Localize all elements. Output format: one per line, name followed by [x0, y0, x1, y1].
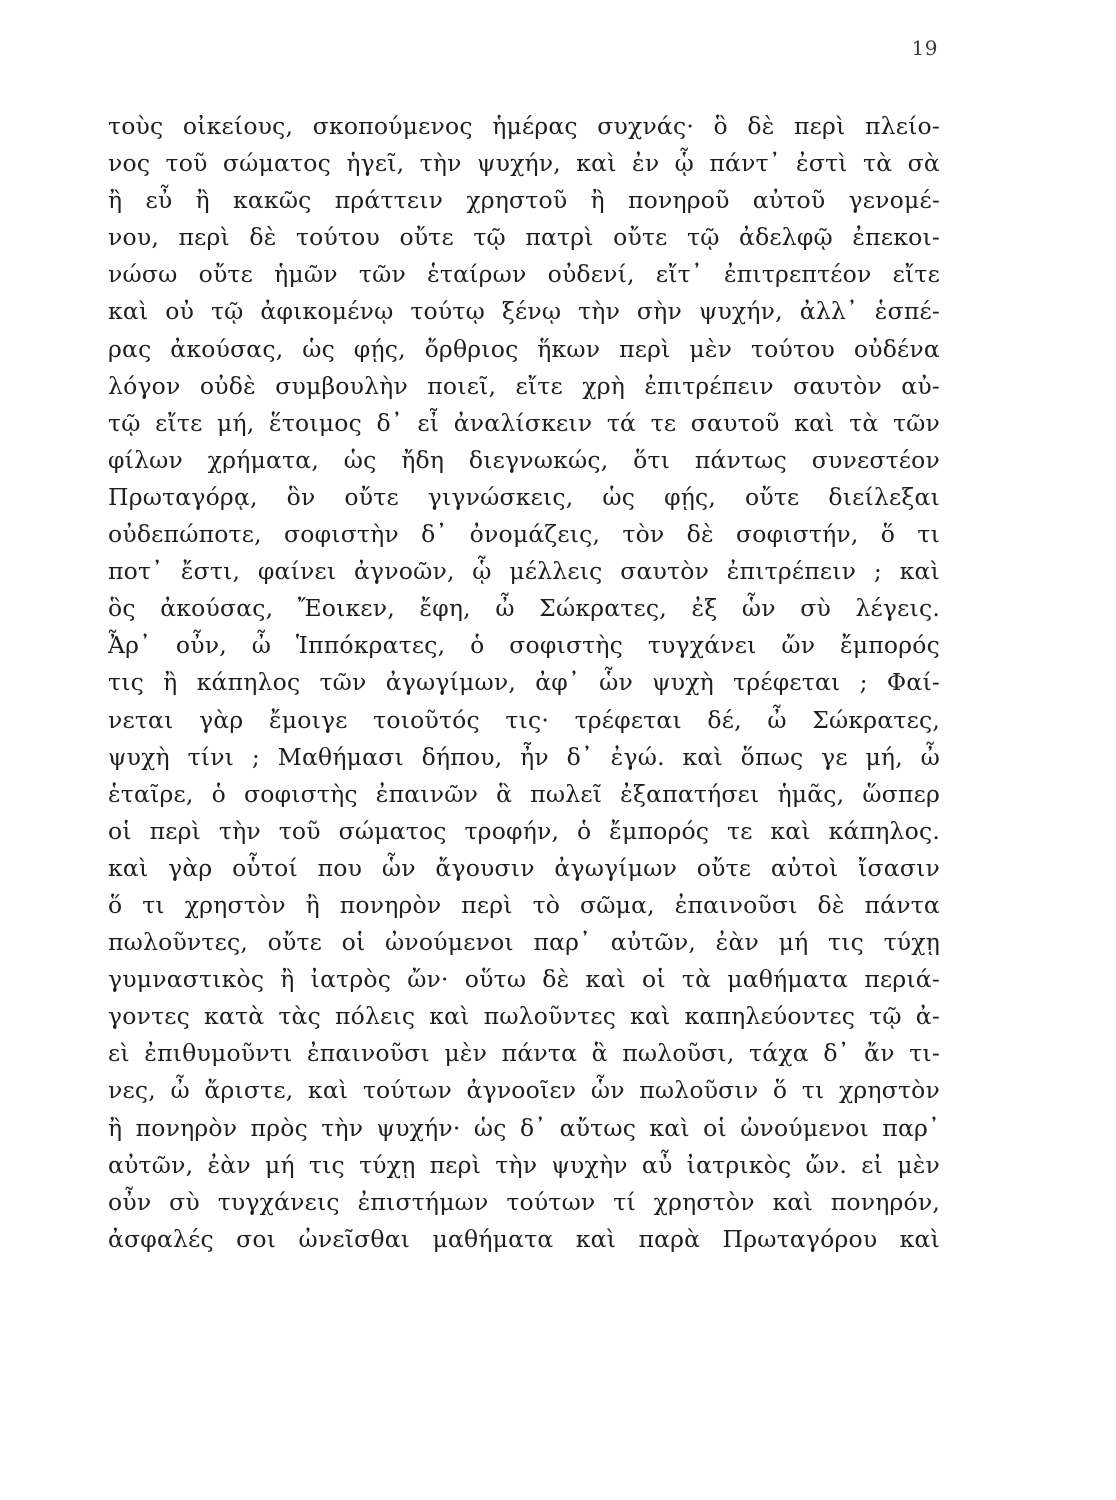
text-line: ψυχὴ τίνι ; Μαθήμασι δήπου, ἦν δ᾽ ἐγώ. καὶ ὅπως γε μή, ὦ — [108, 742, 940, 771]
text-line: ἑταῖρε, ὁ σοφιστὴς ἐπαινῶν ἃ πωλεῖ ἐξαπατήσει ἡμᾶς, ὥσπερ — [108, 779, 940, 808]
text-line — [108, 1258, 940, 1295]
text-line: φίλων χρήματα, ὡς ἤδη διεγνωκώς, ὅτι πάντως συνεστέον — [108, 445, 940, 474]
text-line: νες, ὦ ἄριστε, καὶ τούτων ἀγνοοῖεν ὧν πωλοῦσιν ὅ τι χρηστὸν — [108, 1076, 940, 1105]
text-line: νος τοῦ σώματος ἡγεῖ, τὴν ψυχήν, καὶ ἐν ᾧ πάντ᾽ ἐστὶ τὰ σὰ — [108, 149, 940, 178]
page-number: 19 — [911, 36, 938, 60]
body-text — [108, 108, 940, 1295]
text-line: ἢ εὖ ἢ κακῶς πράττειν χρηστοῦ ἢ πονηροῦ αὐτοῦ γενομέ- — [108, 186, 940, 215]
text-line: γυμναστικὸς ἢ ἰατρὸς ὤν· οὕτω δὲ καὶ οἱ τὰ μαθήματα περιά- — [108, 965, 940, 994]
text-line: πωλοῦντες, οὔτε οἱ ὠνούμενοι παρ᾽ αὐτῶν, ἐὰν μή τις τύχῃ — [108, 928, 940, 957]
text-line: εὶ ἐπιθυμοῦντι ἐπαινοῦσι μὲν πάντα ἃ πωλοῦσι, τάχα δ᾽ ἄν τι- — [108, 1039, 940, 1068]
text-line: ὃς ἀκούσας, Ἔοικεν, ἔφη, ὦ Σώκρατες, ἐξ ὧν σὺ λέγεις. — [108, 594, 940, 623]
text-line: ἢ πονηρὸν πρὸς τὴν ψυχήν· ὡς δ᾽ αὔτως καὶ οἱ ὠνούμενοι παρ᾽ — [108, 1113, 940, 1142]
text-line: ρας ἀκούσας, ὡς φῄς, ὄρθριος ἥκων περὶ μὲν τούτου οὐδένα — [108, 334, 940, 363]
text-line: τῷ εἴτε μή, ἕτοιμος δ᾽ εἶ ἀναλίσκειν τά τε σαυτοῦ καὶ τὰ τῶν — [108, 408, 940, 437]
text-line: ὅ τι χρηστὸν ἢ πονηρὸν περὶ τὸ σῶμα, ἐπαινοῦσι δὲ πάντα — [108, 890, 940, 919]
text-line: γοντες κατὰ τὰς πόλεις καὶ πωλοῦντες καὶ καπηλεύοντες τῷ ἀ- — [108, 1002, 940, 1031]
text-line: καὶ γὰρ οὗτοί που ὧν ἄγουσιν ἀγωγίμων οὔτε αὐτοὶ ἴσασιν — [108, 853, 940, 882]
text-line: τοὺς οἰκείους, σκοπούμενος ἡμέρας συχνάς· ὃ δὲ περὶ πλείο- — [108, 112, 940, 140]
text-line: οἱ περὶ τὴν τοῦ σώματος τροφήν, ὁ ἔμπορός τε καὶ κάπηλος. — [108, 816, 940, 845]
text-line: ποτ᾽ ἔστι, φαίνει ἀγνοῶν, ᾧ μέλλεις σαυτὸν ἐπιτρέπειν ; καὶ — [108, 557, 940, 586]
text-line: Πρωταγόρᾳ, ὃν οὔτε γιγνώσκεις, ὡς φῄς, οὔτε διείλεξαι — [108, 482, 940, 511]
text-line: ἀσφαλές σοι ὠνεῖσθαι μαθήματα καὶ παρὰ Πρωταγόρου καὶ — [108, 1224, 940, 1253]
text-line: οὖν σὺ τυγχάνεις ἐπιστήμων τούτων τί χρηστὸν καὶ πονηρόν, — [108, 1187, 940, 1216]
text-line: νεται γὰρ ἔμοιγε τοιοῦτός τις· τρέφεται δέ, ὦ Σώκρατες, — [108, 705, 940, 734]
text-line: τις ἢ κάπηλος τῶν ἀγωγίμων, ἀφ᾽ ὧν ψυχὴ τρέφεται ; Φαί- — [108, 668, 940, 697]
text-line: αὐτῶν, ἐὰν μή τις τύχῃ περὶ τὴν ψυχὴν αὖ ἰατρικὸς ὤν. εἰ μὲν — [108, 1150, 940, 1179]
text-line: λόγον οὐδὲ συμβουλὴν ποιεῖ, εἴτε χρὴ ἐπιτρέπειν σαυτὸν αὐ- — [108, 371, 940, 400]
text-line: Ἆρ᾽ οὖν, ὦ Ἱππόκρατες, ὁ σοφιστὴς τυγχάνει ὤν ἔμπορός — [108, 631, 940, 660]
text-line: οὐδεπώποτε, σοφιστὴν δ᾽ ὀνομάζεις, τὸν δὲ σοφιστήν, ὅ τι — [108, 520, 940, 549]
text-line: καὶ οὐ τῷ ἀφικομένῳ τούτῳ ξένῳ τὴν σὴν ψυχήν, ἀλλ᾽ ἑσπέ- — [108, 297, 940, 326]
text-line: νώσω οὔτε ἡμῶν τῶν ἑταίρων οὐδενί, εἴτ᾽ ἐπιτρεπτέον εἴτε — [108, 260, 940, 289]
text-line: νου, περὶ δὲ τούτου οὔτε τῷ πατρὶ οὔτε τῷ ἀδελφῷ ἐπεκοι- — [108, 223, 940, 252]
